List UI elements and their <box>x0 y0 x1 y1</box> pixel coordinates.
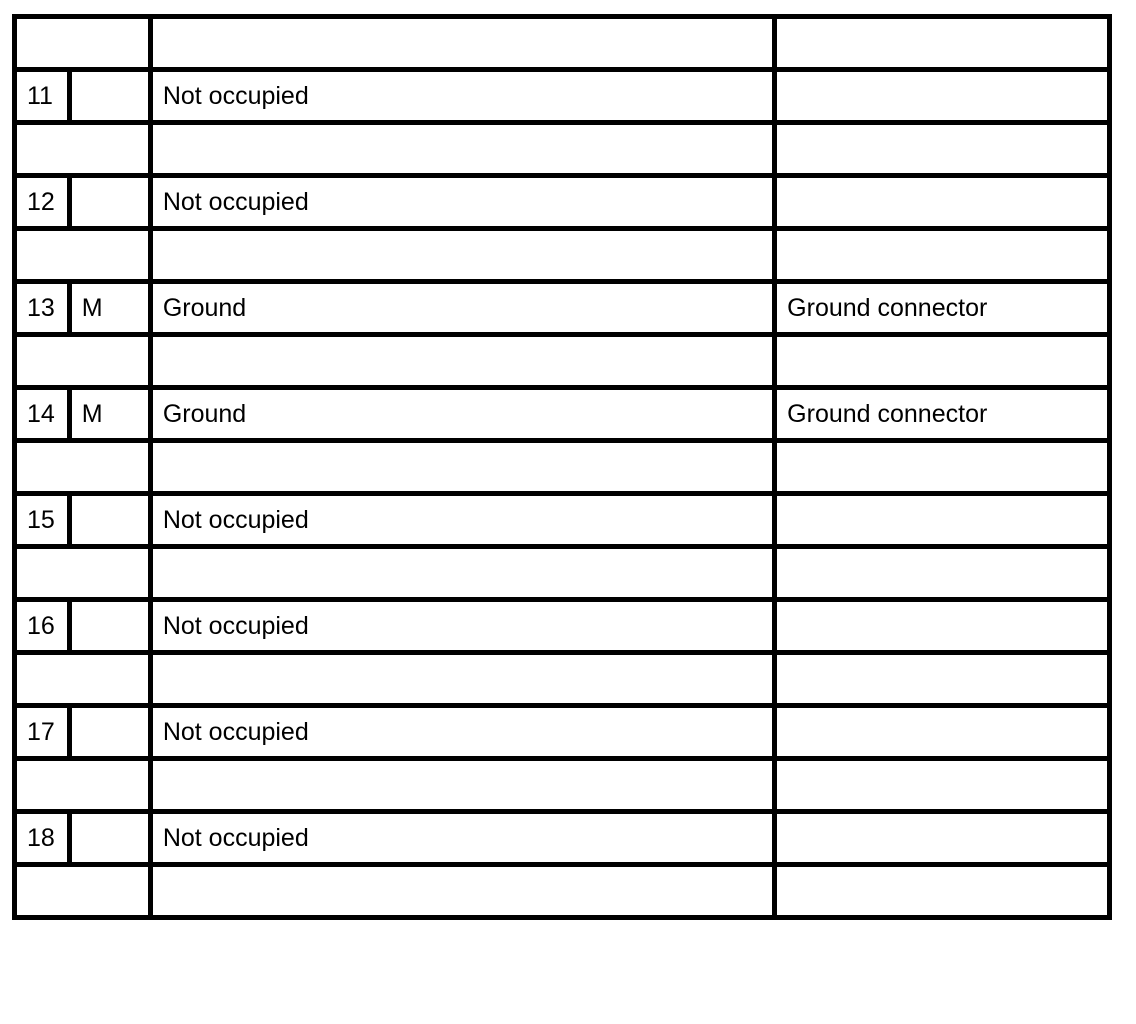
pin-row <box>15 706 1110 759</box>
pin-row <box>15 282 1110 335</box>
spacer-cell <box>15 335 151 388</box>
pin-number-cell: 15 <box>15 494 70 547</box>
description-cell: Not occupied <box>150 176 774 229</box>
signal-code-cell <box>69 812 150 865</box>
spacer-cell <box>150 759 774 812</box>
spacer-row <box>15 547 1110 600</box>
note-cell <box>775 70 1110 123</box>
note-cell <box>775 494 1110 547</box>
description-cell: Not occupied <box>150 812 774 865</box>
note-cell <box>775 176 1110 229</box>
spacer-row <box>15 123 1110 176</box>
spacer-cell <box>150 441 774 494</box>
pin-assignment-table <box>12 14 1112 920</box>
spacer-cell <box>15 653 151 706</box>
spacer-row <box>15 17 1110 70</box>
spacer-row <box>15 441 1110 494</box>
spacer-cell <box>150 547 774 600</box>
spacer-cell <box>15 441 151 494</box>
spacer-cell <box>775 547 1110 600</box>
note-cell <box>775 600 1110 653</box>
description-cell: Not occupied <box>150 706 774 759</box>
pin-row <box>15 494 1110 547</box>
pin-table-body <box>15 17 1110 918</box>
spacer-cell <box>150 335 774 388</box>
pin-number-cell: 13 <box>15 282 70 335</box>
spacer-row <box>15 759 1110 812</box>
spacer-cell <box>775 759 1110 812</box>
description-cell: Ground <box>150 282 774 335</box>
spacer-cell <box>775 335 1110 388</box>
signal-code-cell <box>69 706 150 759</box>
pin-row <box>15 600 1110 653</box>
signal-code-cell: M <box>69 282 150 335</box>
pin-row <box>15 70 1110 123</box>
spacer-cell <box>775 123 1110 176</box>
note-cell <box>775 706 1110 759</box>
pin-number-cell: 16 <box>15 600 70 653</box>
spacer-cell <box>15 229 151 282</box>
spacer-cell <box>150 17 774 70</box>
description-cell: Not occupied <box>150 70 774 123</box>
signal-code-cell <box>69 600 150 653</box>
note-cell <box>775 812 1110 865</box>
spacer-cell <box>775 653 1110 706</box>
note-cell: Ground connector <box>775 282 1110 335</box>
spacer-cell <box>150 229 774 282</box>
spacer-row <box>15 335 1110 388</box>
spacer-cell <box>775 865 1110 918</box>
pin-number-cell: 17 <box>15 706 70 759</box>
spacer-cell <box>775 17 1110 70</box>
spacer-cell <box>775 441 1110 494</box>
description-cell: Not occupied <box>150 494 774 547</box>
pin-number-cell: 18 <box>15 812 70 865</box>
pin-number-cell: 14 <box>15 388 70 441</box>
signal-code-cell <box>69 70 150 123</box>
pin-row <box>15 176 1110 229</box>
spacer-cell <box>775 229 1110 282</box>
spacer-cell <box>150 653 774 706</box>
signal-code-cell <box>69 176 150 229</box>
note-cell: Ground connector <box>775 388 1110 441</box>
spacer-cell <box>15 759 151 812</box>
description-cell: Not occupied <box>150 600 774 653</box>
spacer-cell <box>15 17 151 70</box>
description-cell: Ground <box>150 388 774 441</box>
spacer-row <box>15 229 1110 282</box>
signal-code-cell: M <box>69 388 150 441</box>
pin-row <box>15 812 1110 865</box>
spacer-cell <box>15 865 151 918</box>
spacer-cell <box>15 123 151 176</box>
signal-code-cell <box>69 494 150 547</box>
spacer-cell <box>150 865 774 918</box>
spacer-row <box>15 865 1110 918</box>
spacer-row <box>15 653 1110 706</box>
pin-number-cell: 12 <box>15 176 70 229</box>
spacer-cell <box>15 547 151 600</box>
pin-number-cell: 11 <box>15 70 70 123</box>
spacer-cell <box>150 123 774 176</box>
pin-row <box>15 388 1110 441</box>
